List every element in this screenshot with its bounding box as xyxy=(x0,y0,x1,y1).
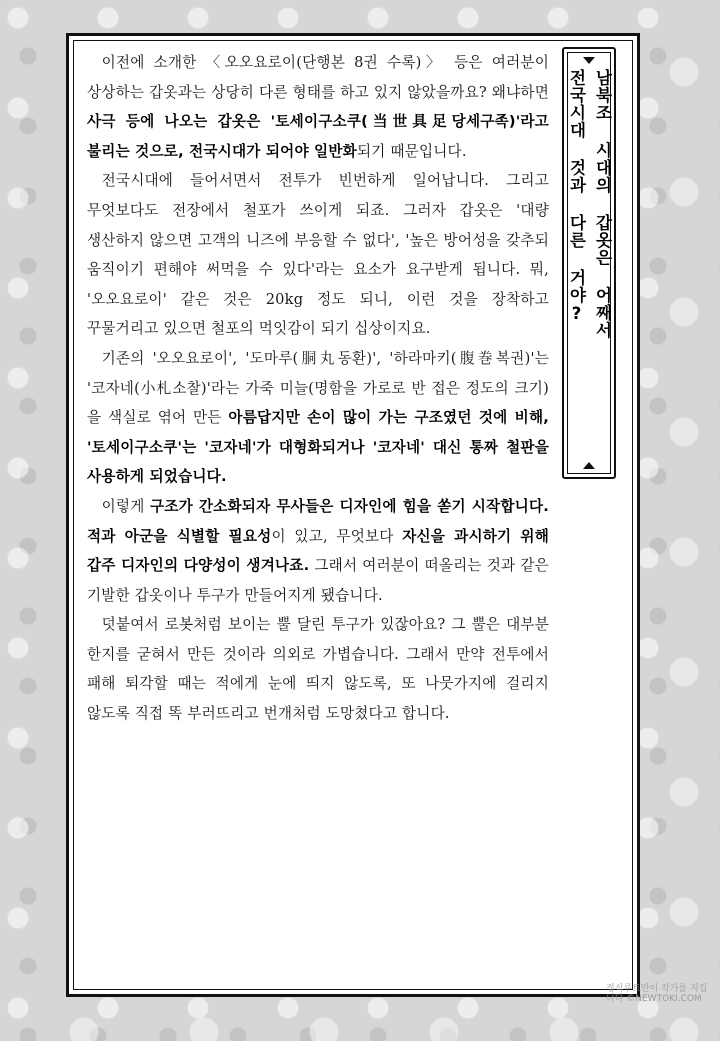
article-body xyxy=(87,48,549,729)
vertical-title-line-2: 전국시대 것과 다른 거야? xyxy=(567,69,586,324)
paragraph xyxy=(87,48,549,166)
text-run: 전국시대에 들어서면서 전투가 빈번하게 일어납니다. 그리고 무엇보다도 전장에서 철포가 쓰이게 되죠. 그러자 갑옷은 '대량 생산하지 않으면 고객의 니즈에 부응할 수 없다', '높은 방어성을 갖추되 움직이기 편해야 써먹을 수 있다'라는 요소가 요구받게 됩니다. 뭐, '오오요로이' 같은 것은 20kg 정도 되니, 이런 것을 장착하고 꾸물거리고 있으면 철포의 먹잇감이 되기 십상이지요. xyxy=(87,172,549,338)
watermark: 정식루트만이 작가를 지킵니다 ©NEWTOKI.COM xyxy=(606,984,708,1004)
emphasis-text: 구조가 간소화되자 무사들은 디자인에 힘을 쏟기 시작합니다. 적과 아군을 식별할 필요성 xyxy=(87,497,549,545)
text-run: 그래서 여러분이 떠올리는 것과 같은 기발한 갑옷이나 투구가 만들어지게 됐습니다. xyxy=(87,557,549,604)
text-run: 이렇게 xyxy=(101,497,151,515)
triangle-up-icon xyxy=(583,462,595,469)
text-run: 이전에 소개한 〈오오요로이(단행본 8권 수록)〉 등은 여러분이 상상하는 갑옷과는 상당히 다른 형태를 하고 있지 않았을까요? 왜냐하면 xyxy=(87,54,549,101)
emphasis-text: 아름답지만 손이 많이 가는 구조였던 것에 비해, '토세이구소쿠'는 '코자네'가 대형화되거나 '코자네' 대신 통짜 철판을 사용하게 되었습니다. xyxy=(87,409,549,486)
paragraph xyxy=(87,610,549,728)
vertical-title-box xyxy=(562,47,616,479)
text-run: 기존의 '오오요로이', '도마루(胴丸동환)', '하라마키(腹巻복권)'는 '코자네(小札소찰)'라는 가죽 미늘(명함을 가로로 반 접은 정도의 크기)을 색실로 엮어 만든 xyxy=(87,349,549,427)
text-run: 덧붙여서 로봇처럼 보이는 뿔 달린 투구가 있잖아요? 그 뿔은 대부분 한지를 굳혀서 만든 것이라 의외로 가볍습니다. 그래서 만약 전투에서 패해 퇴각할 때는 적에게 눈에 띄지 않도록, 또 나뭇가지에 걸리지 않도록 직접 똑 부러뜨리고 번개처럼 도망쳤다고 합니다. xyxy=(87,616,549,723)
paragraph xyxy=(87,492,549,610)
vertical-title xyxy=(567,69,612,457)
triangle-down-icon xyxy=(583,57,595,64)
paragraph xyxy=(87,166,549,344)
text-run: 되기 때문입니다. xyxy=(356,142,467,160)
text-run: 이 있고, 무엇보다 xyxy=(271,527,403,545)
emphasis-text: 사극 등에 나오는 갑옷은 '토세이구소쿠(当世具足당세구족)'라고 불리는 것으로, 전국시대가 되어야 일반화 xyxy=(87,113,549,160)
vertical-title-line-1: 남북조 시대의 갑옷은 어째서 xyxy=(593,69,612,339)
emphasis-text: 자신을 과시하기 위해 갑주 디자인의 다양성이 생겨나죠. xyxy=(87,527,549,575)
paragraph xyxy=(87,344,549,492)
